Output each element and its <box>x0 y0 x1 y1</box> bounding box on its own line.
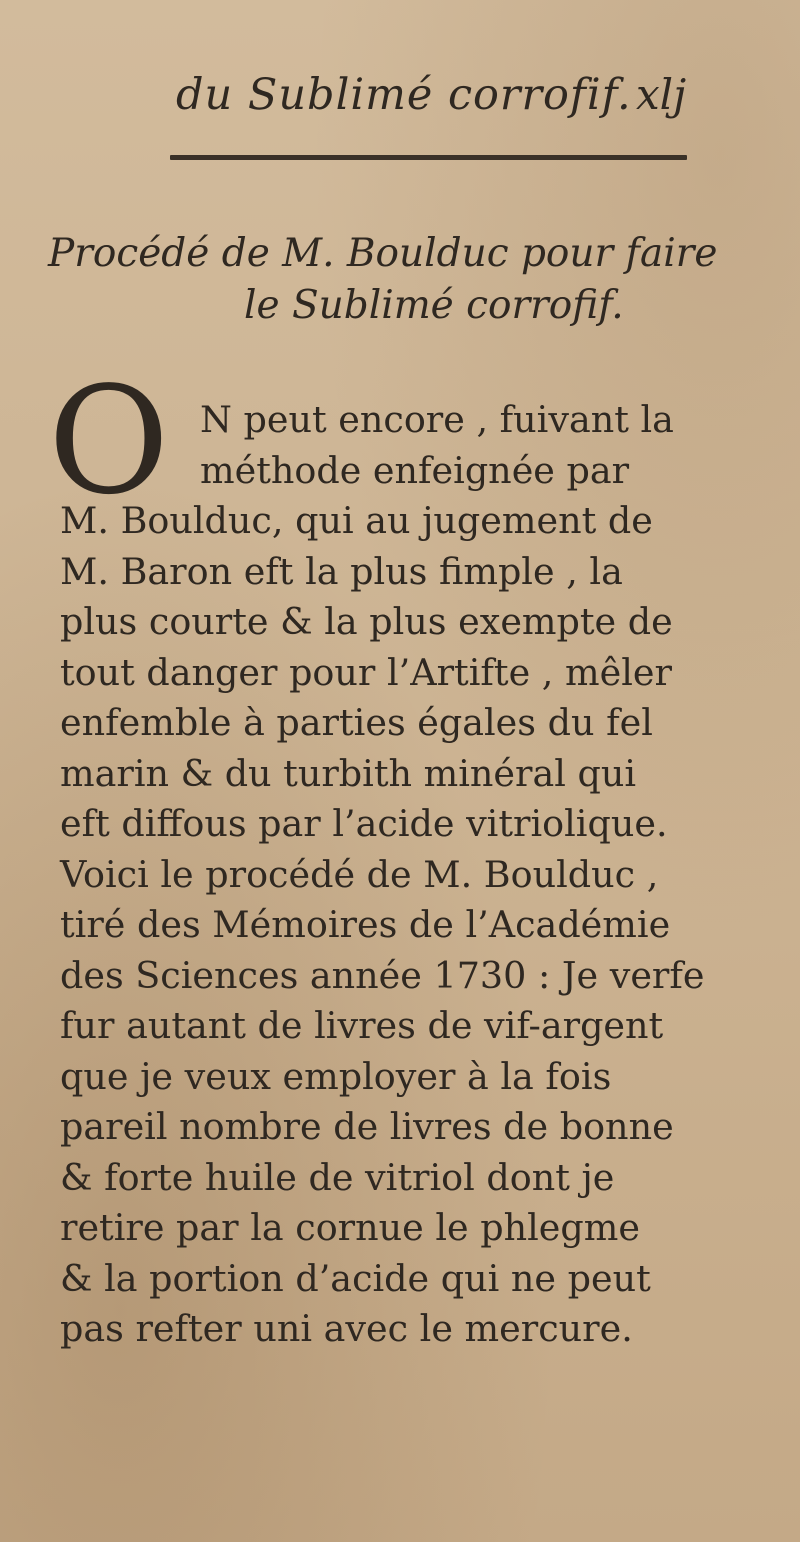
section-heading <box>48 228 728 332</box>
text-line: & la portion d’acide qui ne peut <box>60 1256 651 1300</box>
text-line: que je veux employer à la fois <box>60 1054 612 1098</box>
text-line: & forte huile de vitriol dont je <box>60 1155 615 1199</box>
header-rule <box>170 155 687 160</box>
text-line: pareil nombre de livres de bonne <box>60 1105 674 1148</box>
text-line: tiré des Mémoires de l’Académie <box>60 903 671 946</box>
body-paragraph <box>60 395 750 1355</box>
text-line: marin & du turbith minéral qui <box>60 751 637 795</box>
text-line: tout danger pour l’Artifte , mêler <box>60 650 672 694</box>
text-line: N peut encore , fuivant la <box>200 398 674 441</box>
text-line: fur autant de livres de vif-argent <box>60 1004 664 1047</box>
running-head <box>176 70 696 130</box>
text-line: des Sciences année 1730 : Je verfe <box>60 953 705 997</box>
text-line: Voici le procédé de M. Boulduc , <box>60 852 659 896</box>
text-line: enfemble à parties égales du fel <box>60 701 653 744</box>
text-line: M. Boulduc, qui au jugement de <box>60 499 653 542</box>
drop-cap-initial: O <box>48 355 170 527</box>
running-title: du Sublimé corrofif. <box>176 70 632 120</box>
text-line: retire par la cornue le phlegme <box>60 1206 640 1249</box>
text-line: eft diffous par l’acide vitriolique. <box>60 802 668 845</box>
text-line: pas refter uni avec le mercure. <box>60 1307 633 1350</box>
heading-line-2: le Sublimé corrofif. <box>244 283 624 328</box>
page-number: xlj <box>636 70 687 119</box>
text-line: plus courte & la plus exempte de <box>60 600 673 643</box>
text-line: méthode enfeignée par <box>200 448 630 492</box>
heading-line-1: Procédé de M. Boulduc pour faire <box>48 231 718 276</box>
text-line: M. Baron eft la plus fimple , la <box>60 549 623 593</box>
